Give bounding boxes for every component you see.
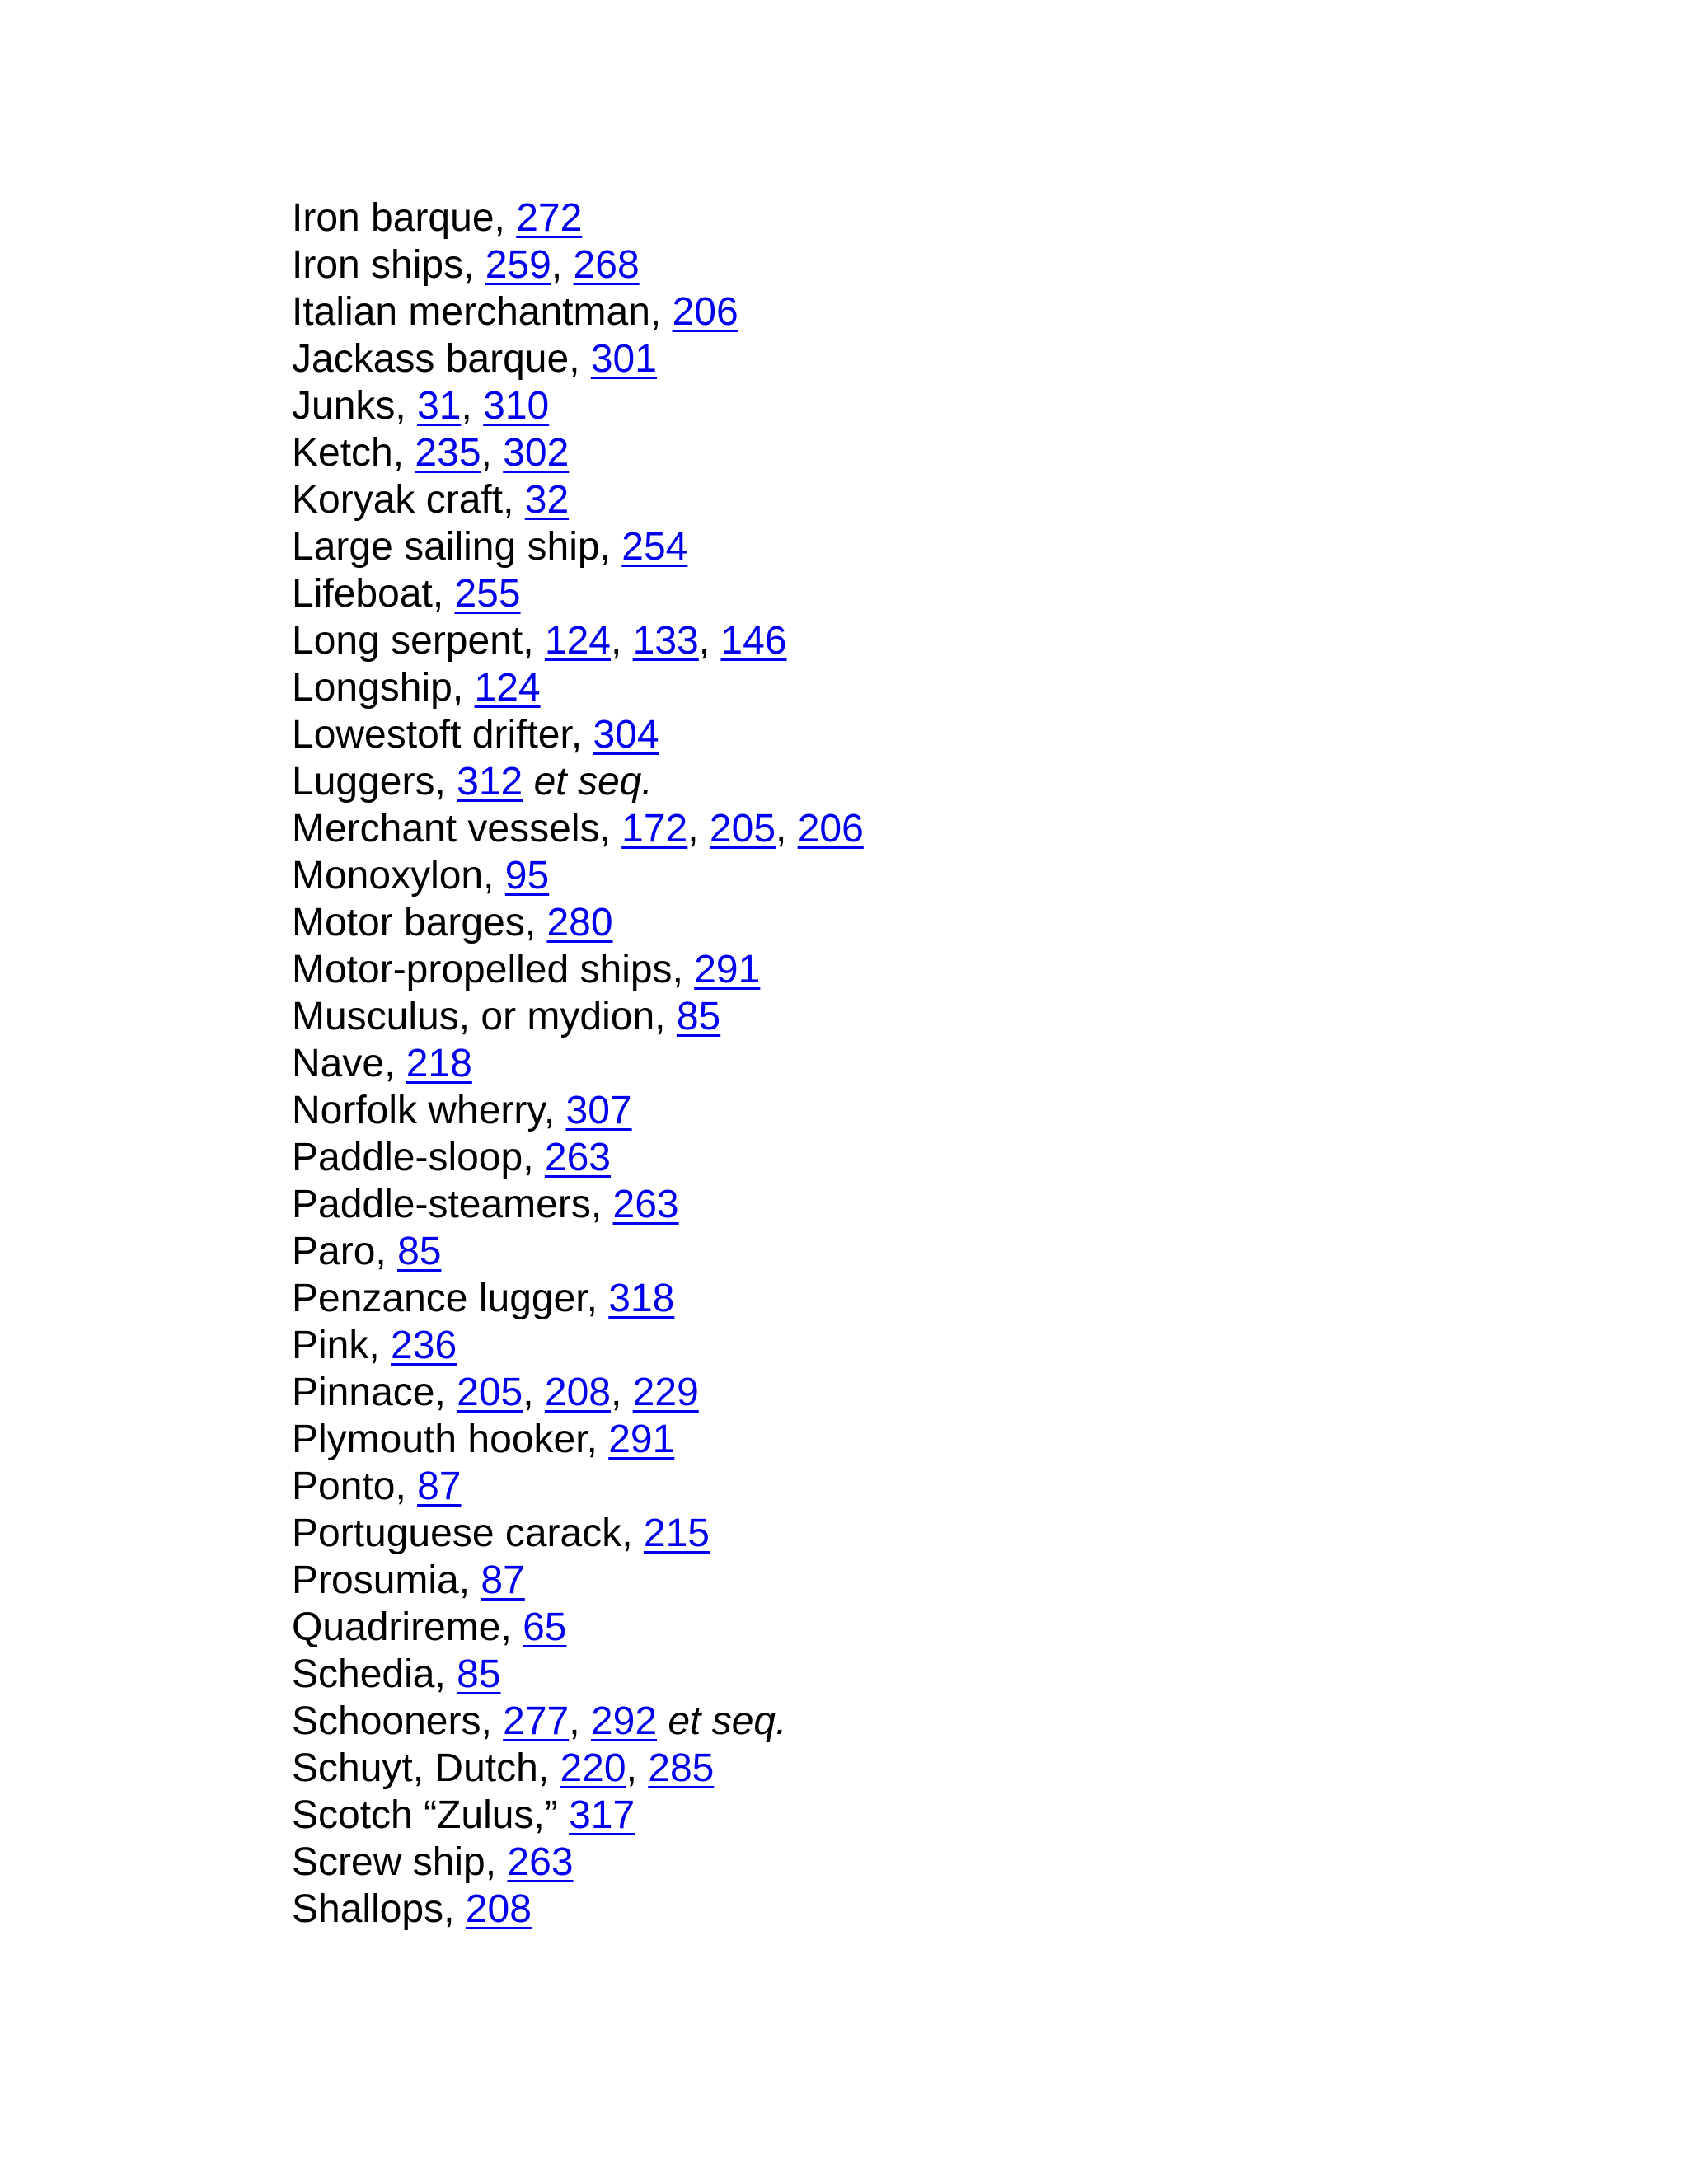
page-link[interactable]: 215 — [643, 1511, 710, 1555]
page-link[interactable]: 272 — [516, 196, 583, 240]
index-term: Screw ship — [292, 1840, 485, 1884]
index-entry: Merchant vessels, 172, 205, 206 — [292, 807, 864, 851]
index-term: Luggers — [292, 760, 435, 804]
index-entry: Long serpent, 124, 133, 146 — [292, 619, 787, 663]
index-term: Longship — [292, 666, 452, 710]
page-link[interactable]: 218 — [406, 1042, 472, 1085]
index-term: Ketch — [292, 431, 393, 475]
index-term: Iron ships — [292, 243, 464, 287]
page-link[interactable]: 85 — [397, 1230, 442, 1273]
page-link[interactable]: 285 — [648, 1746, 715, 1790]
page-link[interactable]: 268 — [573, 243, 640, 287]
index-term: Scotch “Zulus,” — [292, 1793, 558, 1837]
page-link[interactable]: 317 — [569, 1793, 635, 1837]
index-term: Paddle-sloop — [292, 1136, 523, 1179]
page-link[interactable]: 87 — [481, 1558, 525, 1602]
index-entry: Monoxylon, 95 — [292, 854, 550, 898]
index-entry: Junks, 31, 310 — [292, 384, 550, 428]
index-term: Long serpent — [292, 619, 523, 663]
page-link[interactable]: 87 — [417, 1465, 462, 1508]
page-link[interactable]: 263 — [612, 1183, 679, 1226]
index-entry: Paddle-sloop, 263 — [292, 1136, 611, 1179]
index-entry: Schedia, 85 — [292, 1652, 501, 1696]
index-entry: Paro, 85 — [292, 1230, 442, 1273]
index-entry: Portuguese carack, 215 — [292, 1511, 710, 1555]
index-entry: Nave, 218 — [292, 1042, 472, 1085]
index-entry: Schuyt, Dutch, 220, 285 — [292, 1746, 715, 1790]
index-term: Pinnace — [292, 1371, 435, 1414]
index-term: Lifeboat — [292, 572, 433, 616]
page-link[interactable]: 85 — [457, 1652, 501, 1696]
page-link[interactable]: 304 — [593, 713, 659, 757]
page-link[interactable]: 124 — [544, 619, 611, 663]
page-link[interactable]: 312 — [457, 760, 523, 804]
index-term: Large sailing ship — [292, 525, 600, 569]
page-link[interactable]: 235 — [415, 431, 481, 475]
index-entry: Ponto, 87 — [292, 1465, 462, 1508]
page-link[interactable]: 291 — [608, 1418, 675, 1461]
index-term: Junks — [292, 384, 396, 428]
index-term: Schedia — [292, 1652, 435, 1696]
index-list — [292, 194, 864, 1933]
page-link[interactable]: 208 — [465, 1887, 532, 1931]
index-entry: Iron ships, 259, 268 — [292, 243, 640, 287]
index-term: Ponto — [292, 1465, 396, 1508]
page-link[interactable]: 206 — [672, 290, 738, 334]
index-entry: Pink, 236 — [292, 1324, 457, 1367]
index-term: Monoxylon — [292, 854, 484, 898]
page-link[interactable]: 95 — [504, 854, 550, 898]
page-link[interactable]: 133 — [632, 619, 699, 663]
index-entry: Lifeboat, 255 — [292, 572, 521, 616]
index-term: Nave — [292, 1042, 385, 1085]
index-entry: Norfolk wherry, 307 — [292, 1089, 632, 1132]
index-term: Paro — [292, 1230, 376, 1273]
index-entry: Ketch, 235, 302 — [292, 431, 570, 475]
page-link[interactable]: 146 — [720, 619, 787, 663]
index-entry: Iron barque, 272 — [292, 196, 583, 240]
index-entry: Schooners, 277, 292 et seq. — [292, 1699, 787, 1743]
index-entry: Motor barges, 280 — [292, 901, 613, 944]
page-link[interactable]: 65 — [523, 1605, 567, 1649]
index-entry: Paddle-steamers, 263 — [292, 1183, 679, 1226]
index-term: Norfolk wherry — [292, 1089, 544, 1132]
index-term: Jackass barque — [292, 337, 570, 381]
index-entry: Pinnace, 205, 208, 229 — [292, 1371, 699, 1414]
index-entry: Shallops, 208 — [292, 1887, 532, 1931]
index-term: Prosumia — [292, 1558, 459, 1602]
index-term: Motor barges — [292, 901, 525, 944]
index-entry: Koryak craft, 32 — [292, 478, 570, 522]
index-entry: Prosumia, 87 — [292, 1558, 525, 1602]
page-link[interactable]: 255 — [454, 572, 521, 616]
index-entry: Luggers, 312 et seq. — [292, 760, 653, 804]
page-link[interactable]: 124 — [474, 666, 541, 710]
page-link[interactable]: 32 — [524, 478, 570, 522]
page-link[interactable]: 254 — [621, 525, 688, 569]
index-term: Quadrireme — [292, 1605, 501, 1649]
index-term: Merchant vessels — [292, 807, 600, 851]
index-entry: Longship, 124 — [292, 666, 541, 710]
index-entry: Penzance lugger, 318 — [292, 1277, 675, 1320]
page-link[interactable]: 277 — [503, 1699, 570, 1743]
index-entry: Lowestoft drifter, 304 — [292, 713, 659, 757]
page-link[interactable]: 172 — [621, 807, 688, 851]
index-term: Motor-propelled ships — [292, 948, 673, 991]
page-link[interactable]: 318 — [608, 1277, 675, 1320]
index-entry: Musculus, or mydion, 85 — [292, 995, 721, 1038]
index-entry — [292, 1792, 864, 1839]
index-entry: Jackass barque, 301 — [292, 337, 657, 381]
page-link[interactable]: 302 — [503, 431, 570, 475]
index-term: Schooners — [292, 1699, 481, 1743]
page-link[interactable]: 280 — [546, 901, 613, 944]
index-term: Portuguese carack — [292, 1511, 622, 1555]
index-term: Penzance lugger — [292, 1277, 587, 1320]
page-link[interactable]: 205 — [709, 807, 776, 851]
index-term: Paddle-steamers — [292, 1183, 591, 1226]
index-term: Iron barque — [292, 196, 495, 240]
index-term: Shallops — [292, 1887, 444, 1931]
index-term: Italian merchantman — [292, 290, 650, 334]
page-link[interactable]: 301 — [590, 337, 657, 381]
index-entry: Quadrireme, 65 — [292, 1605, 567, 1649]
page-link[interactable]: 85 — [676, 995, 721, 1038]
page-link[interactable]: 310 — [483, 384, 550, 428]
index-entry: Motor-propelled ships, 291 — [292, 948, 761, 991]
index-note: et seq. — [668, 1699, 787, 1743]
index-entry: Plymouth hooker, 291 — [292, 1418, 675, 1461]
index-term: Koryak craft — [292, 478, 504, 522]
index-term: Pink — [292, 1324, 369, 1367]
page-link[interactable]: 220 — [560, 1746, 626, 1790]
page-link[interactable]: 208 — [544, 1371, 611, 1414]
page-link[interactable]: 229 — [632, 1371, 699, 1414]
page-link[interactable]: 205 — [457, 1371, 523, 1414]
page-link[interactable]: 206 — [797, 807, 864, 851]
page-link[interactable]: 263 — [544, 1136, 611, 1179]
index-entry: Large sailing ship, 254 — [292, 525, 688, 569]
index-note: et seq. — [533, 760, 653, 804]
page-link[interactable]: 31 — [417, 384, 462, 428]
page-link[interactable]: 263 — [507, 1840, 574, 1884]
page-link[interactable]: 259 — [485, 243, 551, 287]
index-entry: Italian merchantman, 206 — [292, 290, 738, 334]
page-link[interactable]: 291 — [694, 948, 761, 991]
page-link[interactable]: 236 — [391, 1324, 457, 1367]
index-term: Schuyt, Dutch — [292, 1746, 538, 1790]
index-term: Lowestoft drifter — [292, 713, 571, 757]
index-term: Musculus, or mydion — [292, 995, 655, 1038]
page-link[interactable]: 307 — [565, 1089, 632, 1132]
page-link[interactable]: 292 — [590, 1699, 658, 1743]
index-term: Plymouth hooker — [292, 1418, 587, 1461]
index-entry: Screw ship, 263 — [292, 1840, 574, 1884]
